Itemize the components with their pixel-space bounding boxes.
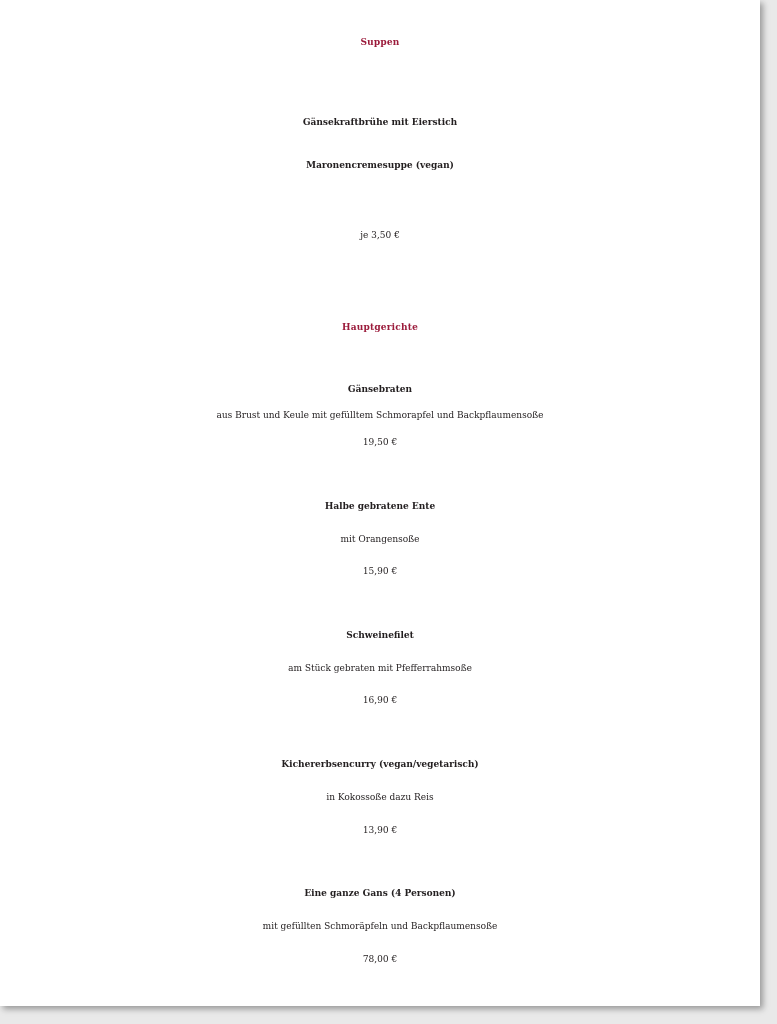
soups-heading: Suppen bbox=[360, 38, 400, 48]
dish-price: 78,00 € bbox=[362, 955, 398, 965]
dish-name: Eine ganze Gans (4 Personen) bbox=[304, 889, 456, 899]
dish-description: aus Brust und Keule mit gefülltem Schmorapfel und Backpflaumensoße bbox=[216, 411, 544, 421]
dish-description: in Kokossoße dazu Reis bbox=[326, 793, 434, 803]
dish-price: 19,50 € bbox=[362, 438, 398, 448]
dish-price: 16,90 € bbox=[362, 696, 398, 706]
dish-description: mit Orangensoße bbox=[340, 535, 420, 545]
mains-heading: Hauptgerichte bbox=[341, 323, 418, 333]
dish-name: Schweinefilet bbox=[346, 631, 414, 641]
dish-name: Kichererbsencurry (vegan/vegetarisch) bbox=[281, 760, 479, 770]
soup-item: Maronencremesuppe (vegan) bbox=[306, 161, 454, 171]
dish-name: Halbe gebratene Ente bbox=[324, 502, 436, 512]
soup-item: Gänsekraftbrühe mit Eierstich bbox=[302, 118, 458, 128]
dish-price: 13,90 € bbox=[362, 826, 398, 836]
soups-price: je 3,50 € bbox=[360, 231, 400, 241]
dish-description: mit gefüllten Schmoräpfeln und Backpflaumensoße bbox=[262, 922, 498, 932]
dish-description: am Stück gebraten mit Pfefferrahmsoße bbox=[288, 664, 472, 674]
dish-price: 15,90 € bbox=[362, 567, 398, 577]
dish-name: Gänsebraten bbox=[347, 385, 413, 395]
